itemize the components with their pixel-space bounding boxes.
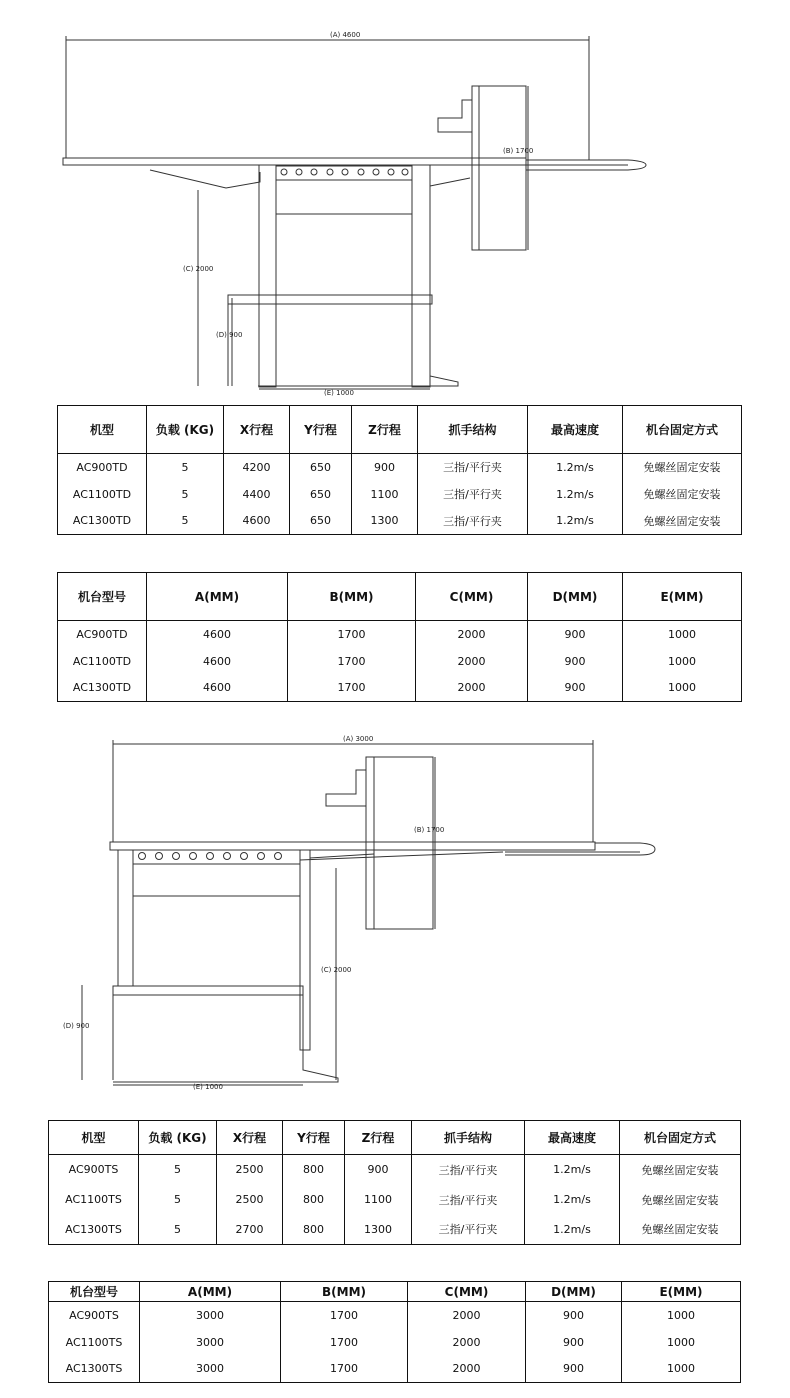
header-cell: 机台型号 bbox=[58, 573, 147, 621]
ts-dim-d: (D) 900 bbox=[63, 1022, 90, 1030]
header-cell: Y行程 bbox=[283, 1121, 345, 1155]
header-cell: X行程 bbox=[217, 1121, 283, 1155]
table-cell: 900 bbox=[528, 675, 623, 702]
table-cell: 3000 bbox=[140, 1302, 281, 1329]
table-cell: 1.2m/s bbox=[525, 1155, 620, 1185]
table-cell: 1000 bbox=[622, 1329, 741, 1356]
table-cell: AC900TS bbox=[49, 1302, 140, 1329]
header-cell: A(MM) bbox=[140, 1282, 281, 1302]
table-cell: 1.2m/s bbox=[528, 508, 623, 535]
ts-size-table bbox=[48, 1281, 741, 1383]
table-cell: 1300 bbox=[345, 1215, 412, 1245]
table-cell: 5 bbox=[139, 1185, 217, 1215]
table-cell: 免螺丝固定安装 bbox=[620, 1215, 741, 1245]
table-cell: 免螺丝固定安装 bbox=[620, 1185, 741, 1215]
header-cell: B(MM) bbox=[281, 1282, 408, 1302]
table-cell: 5 bbox=[139, 1215, 217, 1245]
header-cell: D(MM) bbox=[526, 1282, 622, 1302]
table-cell: AC1100TD bbox=[58, 648, 147, 675]
table-cell: 4600 bbox=[224, 508, 290, 535]
table-cell: 650 bbox=[290, 454, 352, 481]
table-cell: 3000 bbox=[140, 1356, 281, 1383]
table-cell: 4600 bbox=[147, 621, 288, 648]
table-cell: 650 bbox=[290, 508, 352, 535]
table-row bbox=[49, 1185, 741, 1215]
table-cell: 2000 bbox=[416, 675, 528, 702]
td-machine-drawing bbox=[0, 20, 790, 400]
ts-spec-table bbox=[48, 1120, 741, 1245]
table-cell: AC1300TS bbox=[49, 1215, 139, 1245]
header-cell: 负载 (KG) bbox=[147, 406, 224, 454]
table-cell: AC900TS bbox=[49, 1155, 139, 1185]
table-cell: AC1300TD bbox=[58, 508, 147, 535]
table-cell: 1700 bbox=[281, 1356, 408, 1383]
table-cell: AC1300TS bbox=[49, 1356, 140, 1383]
table-cell: 2500 bbox=[217, 1155, 283, 1185]
table-cell: 三指/平行夹 bbox=[412, 1215, 525, 1245]
td-spec-table bbox=[57, 405, 742, 535]
table-cell: 1000 bbox=[622, 1302, 741, 1329]
header-cell: 机台固定方式 bbox=[623, 406, 742, 454]
header-cell: E(MM) bbox=[622, 1282, 741, 1302]
td-dim-b: (B) 1700 bbox=[503, 147, 534, 155]
header-cell: 抓手结构 bbox=[418, 406, 528, 454]
table-cell: 1700 bbox=[281, 1329, 408, 1356]
table-cell: 4600 bbox=[147, 648, 288, 675]
header-cell: C(MM) bbox=[408, 1282, 526, 1302]
table-cell: 2000 bbox=[408, 1302, 526, 1329]
table-cell: 650 bbox=[290, 481, 352, 508]
table-cell: 1700 bbox=[288, 648, 416, 675]
table-cell: 免螺丝固定安装 bbox=[623, 508, 742, 535]
table-cell: 2000 bbox=[408, 1356, 526, 1383]
table-cell: 1300 bbox=[352, 508, 418, 535]
header-cell: A(MM) bbox=[147, 573, 288, 621]
td-spec-header-row bbox=[58, 406, 742, 454]
table-row bbox=[49, 1215, 741, 1245]
header-cell: Z行程 bbox=[345, 1121, 412, 1155]
table-row bbox=[49, 1155, 741, 1185]
td-dim-a: (A) 4600 bbox=[330, 31, 361, 39]
table-cell: 2000 bbox=[416, 648, 528, 675]
header-cell: 机台型号 bbox=[49, 1282, 140, 1302]
table-cell: AC1100TS bbox=[49, 1185, 139, 1215]
table-cell: 2000 bbox=[408, 1329, 526, 1356]
table-cell: 1.2m/s bbox=[525, 1185, 620, 1215]
table-cell: 5 bbox=[147, 508, 224, 535]
table-row bbox=[58, 621, 742, 648]
header-cell: 机型 bbox=[49, 1121, 139, 1155]
header-cell: 机型 bbox=[58, 406, 147, 454]
table-row bbox=[58, 454, 742, 481]
table-cell: 1700 bbox=[288, 621, 416, 648]
ts-dim-b: (B) 1700 bbox=[414, 826, 445, 834]
table-cell: 800 bbox=[283, 1185, 345, 1215]
table-row bbox=[49, 1356, 741, 1383]
header-cell: B(MM) bbox=[288, 573, 416, 621]
table-row bbox=[49, 1302, 741, 1329]
table-cell: 900 bbox=[528, 648, 623, 675]
table-row bbox=[58, 675, 742, 702]
table-cell: 1.2m/s bbox=[528, 481, 623, 508]
table-cell: 4200 bbox=[224, 454, 290, 481]
ts-dim-e: (E) 1000 bbox=[193, 1083, 223, 1091]
table-cell: 1000 bbox=[623, 675, 742, 702]
table-cell: 免螺丝固定安装 bbox=[623, 481, 742, 508]
td-dim-d: (D) 900 bbox=[216, 331, 243, 339]
header-cell: 最高速度 bbox=[528, 406, 623, 454]
table-cell: 900 bbox=[528, 621, 623, 648]
table-cell: 1.2m/s bbox=[528, 454, 623, 481]
table-row bbox=[58, 648, 742, 675]
table-cell: 1.2m/s bbox=[525, 1215, 620, 1245]
table-cell: 2500 bbox=[217, 1185, 283, 1215]
table-cell: 3000 bbox=[140, 1329, 281, 1356]
table-cell: 2000 bbox=[416, 621, 528, 648]
td-dim-c: (C) 2000 bbox=[183, 265, 214, 273]
table-cell: 免螺丝固定安装 bbox=[620, 1155, 741, 1185]
header-cell: 机台固定方式 bbox=[620, 1121, 741, 1155]
table-cell: 900 bbox=[526, 1329, 622, 1356]
table-cell: AC1100TS bbox=[49, 1329, 140, 1356]
table-cell: 5 bbox=[147, 454, 224, 481]
ts-machine-drawing bbox=[0, 725, 790, 1095]
table-cell: 免螺丝固定安装 bbox=[623, 454, 742, 481]
table-cell: AC1100TD bbox=[58, 481, 147, 508]
table-cell: AC900TD bbox=[58, 621, 147, 648]
table-cell: 900 bbox=[352, 454, 418, 481]
table-cell: 800 bbox=[283, 1215, 345, 1245]
table-cell: 900 bbox=[526, 1356, 622, 1383]
table-row bbox=[49, 1329, 741, 1356]
table-cell: 1000 bbox=[623, 648, 742, 675]
table-cell: 4400 bbox=[224, 481, 290, 508]
ts-dim-a: (A) 3000 bbox=[343, 735, 374, 743]
ts-spec-header-row bbox=[49, 1121, 741, 1155]
table-cell: 三指/平行夹 bbox=[412, 1185, 525, 1215]
ts-size-header-row bbox=[49, 1282, 741, 1302]
table-cell: AC1300TD bbox=[58, 675, 147, 702]
table-cell: 三指/平行夹 bbox=[418, 508, 528, 535]
table-cell: 1100 bbox=[352, 481, 418, 508]
table-cell: AC900TD bbox=[58, 454, 147, 481]
table-cell: 三指/平行夹 bbox=[418, 454, 528, 481]
table-cell: 1100 bbox=[345, 1185, 412, 1215]
header-cell: E(MM) bbox=[623, 573, 742, 621]
table-row bbox=[58, 508, 742, 535]
ts-dim-c: (C) 2000 bbox=[321, 966, 352, 974]
header-cell: 负载 (KG) bbox=[139, 1121, 217, 1155]
table-cell: 1700 bbox=[281, 1302, 408, 1329]
table-cell: 2700 bbox=[217, 1215, 283, 1245]
table-cell: 4600 bbox=[147, 675, 288, 702]
td-dim-e: (E) 1000 bbox=[324, 389, 354, 397]
table-cell: 三指/平行夹 bbox=[418, 481, 528, 508]
table-cell: 900 bbox=[345, 1155, 412, 1185]
td-size-header-row bbox=[58, 573, 742, 621]
header-cell: D(MM) bbox=[528, 573, 623, 621]
table-cell: 5 bbox=[147, 481, 224, 508]
table-cell: 5 bbox=[139, 1155, 217, 1185]
table-row bbox=[58, 481, 742, 508]
table-cell: 三指/平行夹 bbox=[412, 1155, 525, 1185]
table-cell: 1700 bbox=[288, 675, 416, 702]
table-cell: 1000 bbox=[623, 621, 742, 648]
header-cell: Y行程 bbox=[290, 406, 352, 454]
header-cell: X行程 bbox=[224, 406, 290, 454]
header-cell: C(MM) bbox=[416, 573, 528, 621]
table-cell: 800 bbox=[283, 1155, 345, 1185]
header-cell: 抓手结构 bbox=[412, 1121, 525, 1155]
header-cell: Z行程 bbox=[352, 406, 418, 454]
header-cell: 最高速度 bbox=[525, 1121, 620, 1155]
table-cell: 900 bbox=[526, 1302, 622, 1329]
table-cell: 1000 bbox=[622, 1356, 741, 1383]
td-size-table bbox=[57, 572, 742, 702]
